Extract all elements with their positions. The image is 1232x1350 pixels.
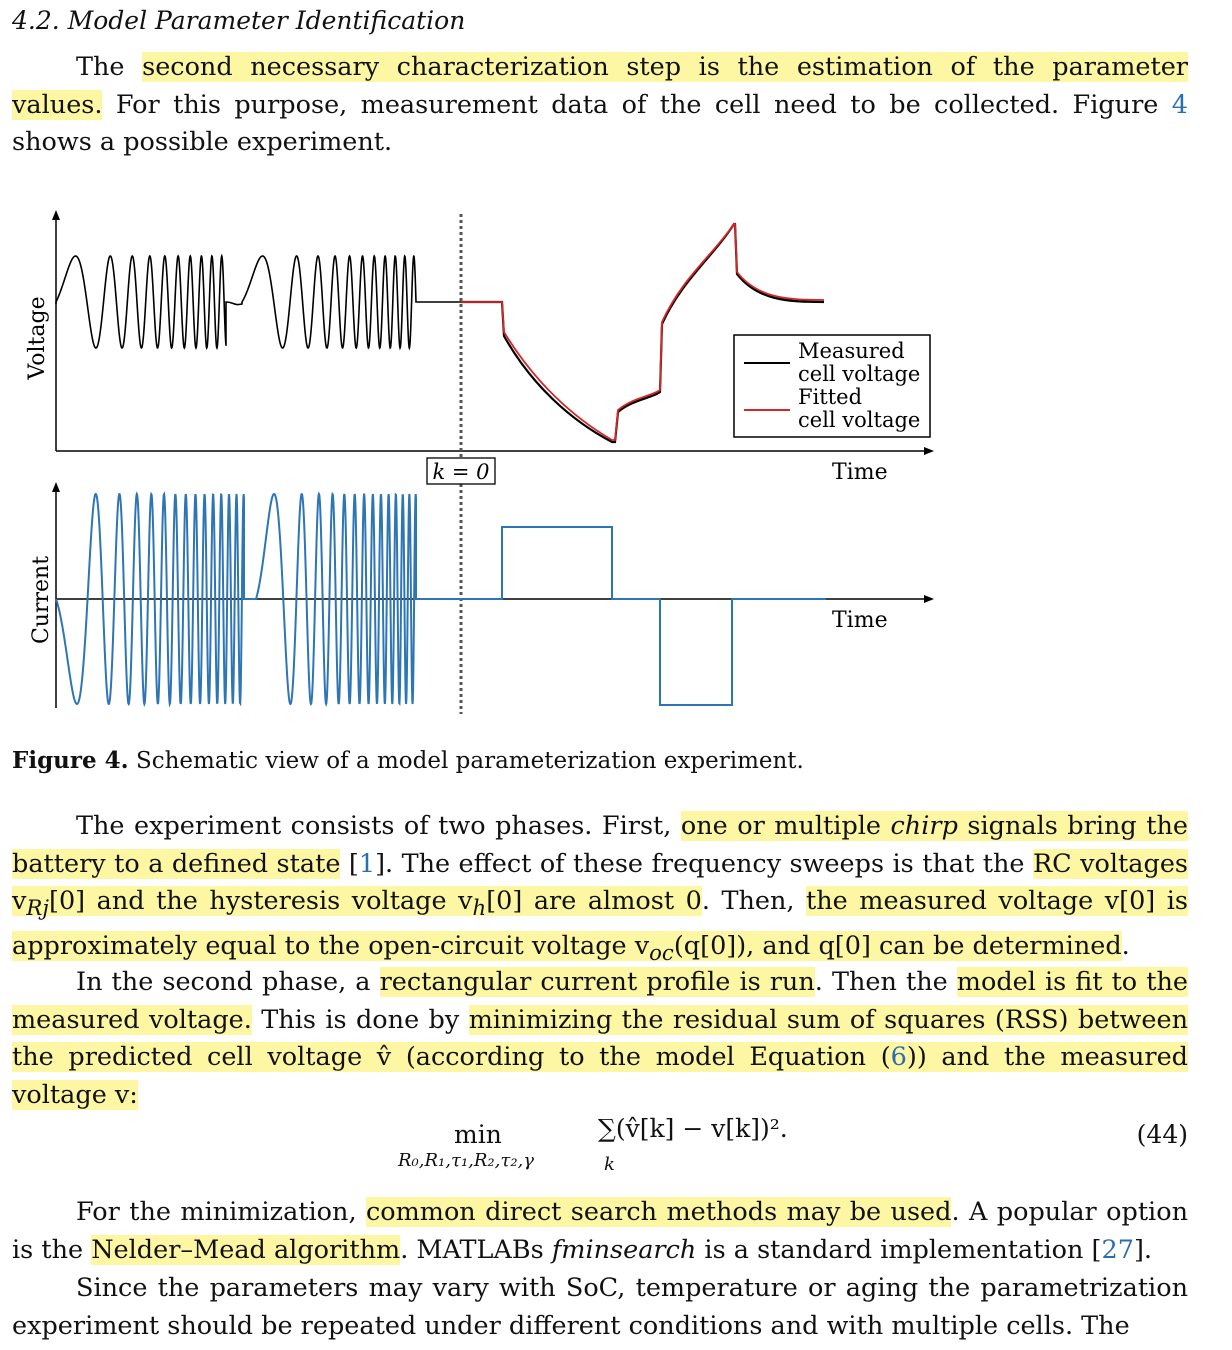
paragraph-5: Since the parameters may vary with SoC, temperature or aging the parametrization experiment should be repeated under different conditions and with multiple cells. The: [12, 1273, 1188, 1341]
section-title: 4.2. Model Parameter Identification: [12, 6, 466, 35]
equation-sum: ∑(v̂[k] − v[k])².: [598, 1114, 788, 1143]
highlight: second necessary characterization step is the estimation of the parameter values.: [12, 52, 1188, 120]
equation-sum-index: k: [604, 1154, 615, 1175]
equation-min: min: [454, 1120, 502, 1149]
legend: [734, 335, 930, 437]
caption-label: Figure 4.: [12, 747, 129, 774]
citation-link[interactable]: 27: [1101, 1234, 1134, 1265]
text: [0] and the hysteresis voltage v: [49, 886, 473, 916]
arrow-right-icon: [924, 595, 934, 603]
arrow-up-icon: [52, 210, 60, 220]
equation-44: [12, 1112, 1188, 1182]
text: is a standard implementation [: [696, 1234, 1102, 1265]
text: [0] are almost 0: [486, 886, 702, 916]
text: .: [1121, 930, 1130, 961]
caption-text: Schematic view of a model parameterization experiment.: [128, 748, 804, 774]
k-label: k = 0: [432, 460, 490, 484]
text: . A popular option is the: [12, 1197, 1188, 1265]
highlight: rectangular current profile is run: [379, 967, 815, 997]
text: The: [76, 52, 143, 82]
current-pulse-trace: [461, 527, 826, 705]
text: . Then the: [814, 967, 957, 997]
figure-caption: [12, 744, 804, 778]
equation-number: (44): [1136, 1120, 1188, 1149]
equation-subscript: R₀,R₁,τ₁,R₂,τ₂,γ: [398, 1150, 535, 1171]
text: For this purpose, measurement data of the cell need to be collected. Figure: [102, 89, 1172, 120]
text: . MATLABs: [400, 1234, 552, 1265]
text: minimizing the residual sum of squares (RSS) between the predicted cell voltage v̂ (according to the model Equation (: [12, 1004, 1188, 1072]
legend-fitted-line2: cell voltage: [798, 408, 921, 432]
text: (q[0]), and q[0] can be determined: [673, 930, 1122, 961]
text: signals bring the battery to a defined state: [12, 811, 1188, 879]
legend-measured-line2: cell voltage: [798, 362, 921, 386]
text: ].: [1133, 1234, 1152, 1265]
text: oc: [649, 940, 674, 966]
paragraph-3: [12, 964, 1188, 1114]
text: The experiment consists of two phases. First,: [76, 811, 681, 841]
legend-fitted-line1: Fitted: [798, 385, 863, 409]
text: In the second phase, a: [76, 967, 380, 997]
text: For the minimization,: [76, 1197, 366, 1227]
citation-link[interactable]: 1: [358, 848, 376, 879]
figure-reference-link[interactable]: 4: [1171, 89, 1188, 120]
text: h: [472, 896, 487, 922]
text: the measured voltage v[0] is approximately equal to the open-circuit voltage v: [12, 886, 1188, 961]
text: fminsearch: [551, 1234, 697, 1265]
text: ]. The effect of these frequency sweeps is that the: [375, 848, 1033, 879]
paragraph-2: [12, 808, 1188, 972]
current-axis-label: Current: [29, 555, 54, 645]
arrow-right-icon: [924, 447, 934, 455]
text: This is done by: [251, 1004, 469, 1035]
text: one or multiple: [680, 811, 891, 841]
text: RC voltages v: [12, 848, 1189, 916]
paragraph-4: [12, 1194, 1188, 1269]
text: . Then,: [701, 886, 807, 916]
text: chirp: [890, 811, 958, 841]
text: [: [340, 848, 359, 879]
equation-reference-link[interactable]: 6: [890, 1042, 907, 1072]
time-label-top: Time: [832, 460, 888, 485]
voltage-chirp-trace: [56, 256, 461, 348]
text: shows a possible experiment.: [12, 127, 393, 157]
voltage-axis-label: Voltage: [25, 296, 50, 380]
time-label-bottom: Time: [832, 608, 888, 633]
highlight: common direct search methods may be used: [365, 1197, 952, 1227]
highlight: Nelder–Mead algorithm: [91, 1234, 401, 1265]
legend-measured-line1: Measured: [798, 339, 905, 363]
figure-4: [12, 196, 972, 736]
text: )) and the measured voltage v:: [12, 1042, 1188, 1110]
paragraph-1: [12, 49, 1188, 162]
highlight: model is fit to the measured voltage.: [12, 967, 1188, 1035]
text: Rj: [26, 896, 49, 922]
arrow-up-icon: [52, 482, 60, 492]
